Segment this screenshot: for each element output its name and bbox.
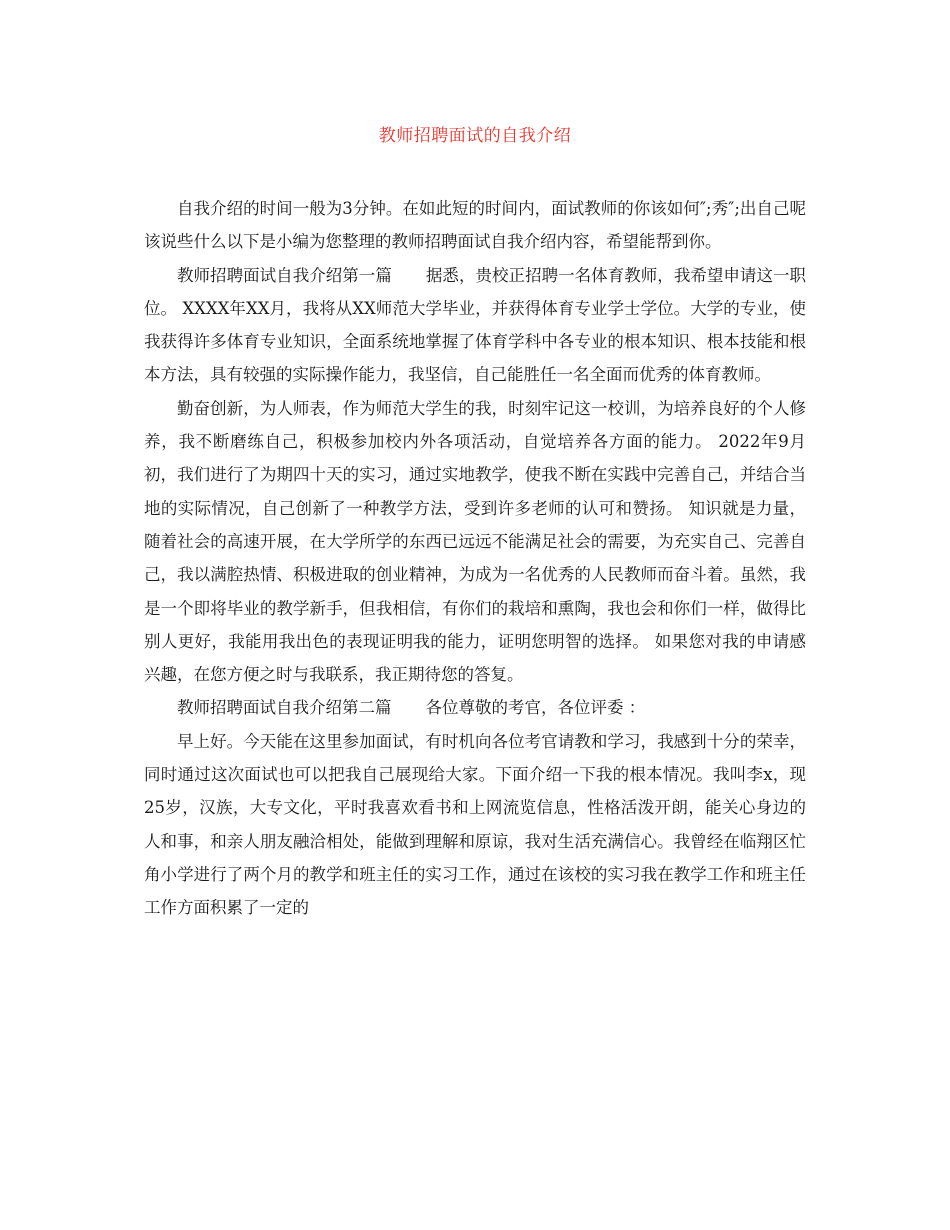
intro-paragraph <box>144 192 806 259</box>
document-title: 教师招聘面试的自我介绍 <box>378 126 572 146</box>
intro-text: 自我介绍的时间一般为3分钟。在如此短的时间内，面试教师的你该如何″;秀″;出自己呢该说些什么以下是小编为您整理的教师招聘面试自我介绍内容，希望能帮到你。 <box>144 199 806 252</box>
closing-paragraph <box>144 725 806 925</box>
section-one-text: 据悉，贵校正招聘一名体育教师，我希望申请这一职位。 XXXX年XX月，我将从XX师范大学毕业，并获得体育专业学士学位。大学的专业，使我获得许多体育专业知识，全面系统地掌握了体育学科中各专业的根本知识、根本技能和根本方法，具有较强的实际操作能力，我坚信，自己能胜任一名全面而优秀的体育教师。 <box>144 265 807 385</box>
section-two-text: 各位尊敬的考官，各位评委 ： <box>425 698 646 718</box>
section-one-paragraph <box>144 259 806 392</box>
closing-paragraph-text: 早上好。今天能在这里参加面试，有时机向各位考官请教和学习，我感到十分的荣幸，同时通过这次面试也可以把我自己展现给大家。下面介绍一下我的根本情况。我叫李x，现25岁，汉族，大专文化，平时我喜欢看书和上网流览信息，性格活泼开朗，能关心身边的人和事，和亲人朋友融洽相处，能做到理解和原谅，我对生活充满信心。我曾经在临翔区忙角小学进行了两个月的教学和班主任的实习工作，通过在该校的实习我在教学工作和班主任工作方面积累了一定的 <box>144 731 806 918</box>
section-two-paragraph <box>144 691 806 724</box>
body-paragraph-text: 勤奋创新，为人师表，作为师范大学生的我，时刻牢记这一校训，为培养良好的个人修养，我不断磨练自己，积极参加校内外各项活动，自觉培养各方面的能力。 2022年9月初，我们进行了为期四十天的实习，通过实地教学，使我不断在实践中完善自己，并结合当地的实际情况，自己创新了一种教学方法，受到许多老师的认可和赞扬。 知识就是力量，随着社会的高速开展，在大学所学的东西已远远不能满足社会的需要，为充实自己、完善自己，我以满腔热情、积极进取的创业精神，为成为一名优秀的人民教师而奋斗着。虽然，我是一个即将毕业的教学新手，但我相信，有你们的栽培和熏陶，我也会和你们一样，做得比别人更好，我能用我出色的表现证明我的能力，证明您明智的选择。 如果您对我的申请感兴趣，在您方便之时与我联系，我正期待您的答复。 <box>144 398 806 685</box>
document-body <box>144 192 806 925</box>
section-heading-one: 教师招聘面试自我介绍第一篇 <box>177 265 392 285</box>
body-paragraph <box>144 392 806 692</box>
section-heading-two: 教师招聘面试自我介绍第二篇 <box>177 698 392 718</box>
